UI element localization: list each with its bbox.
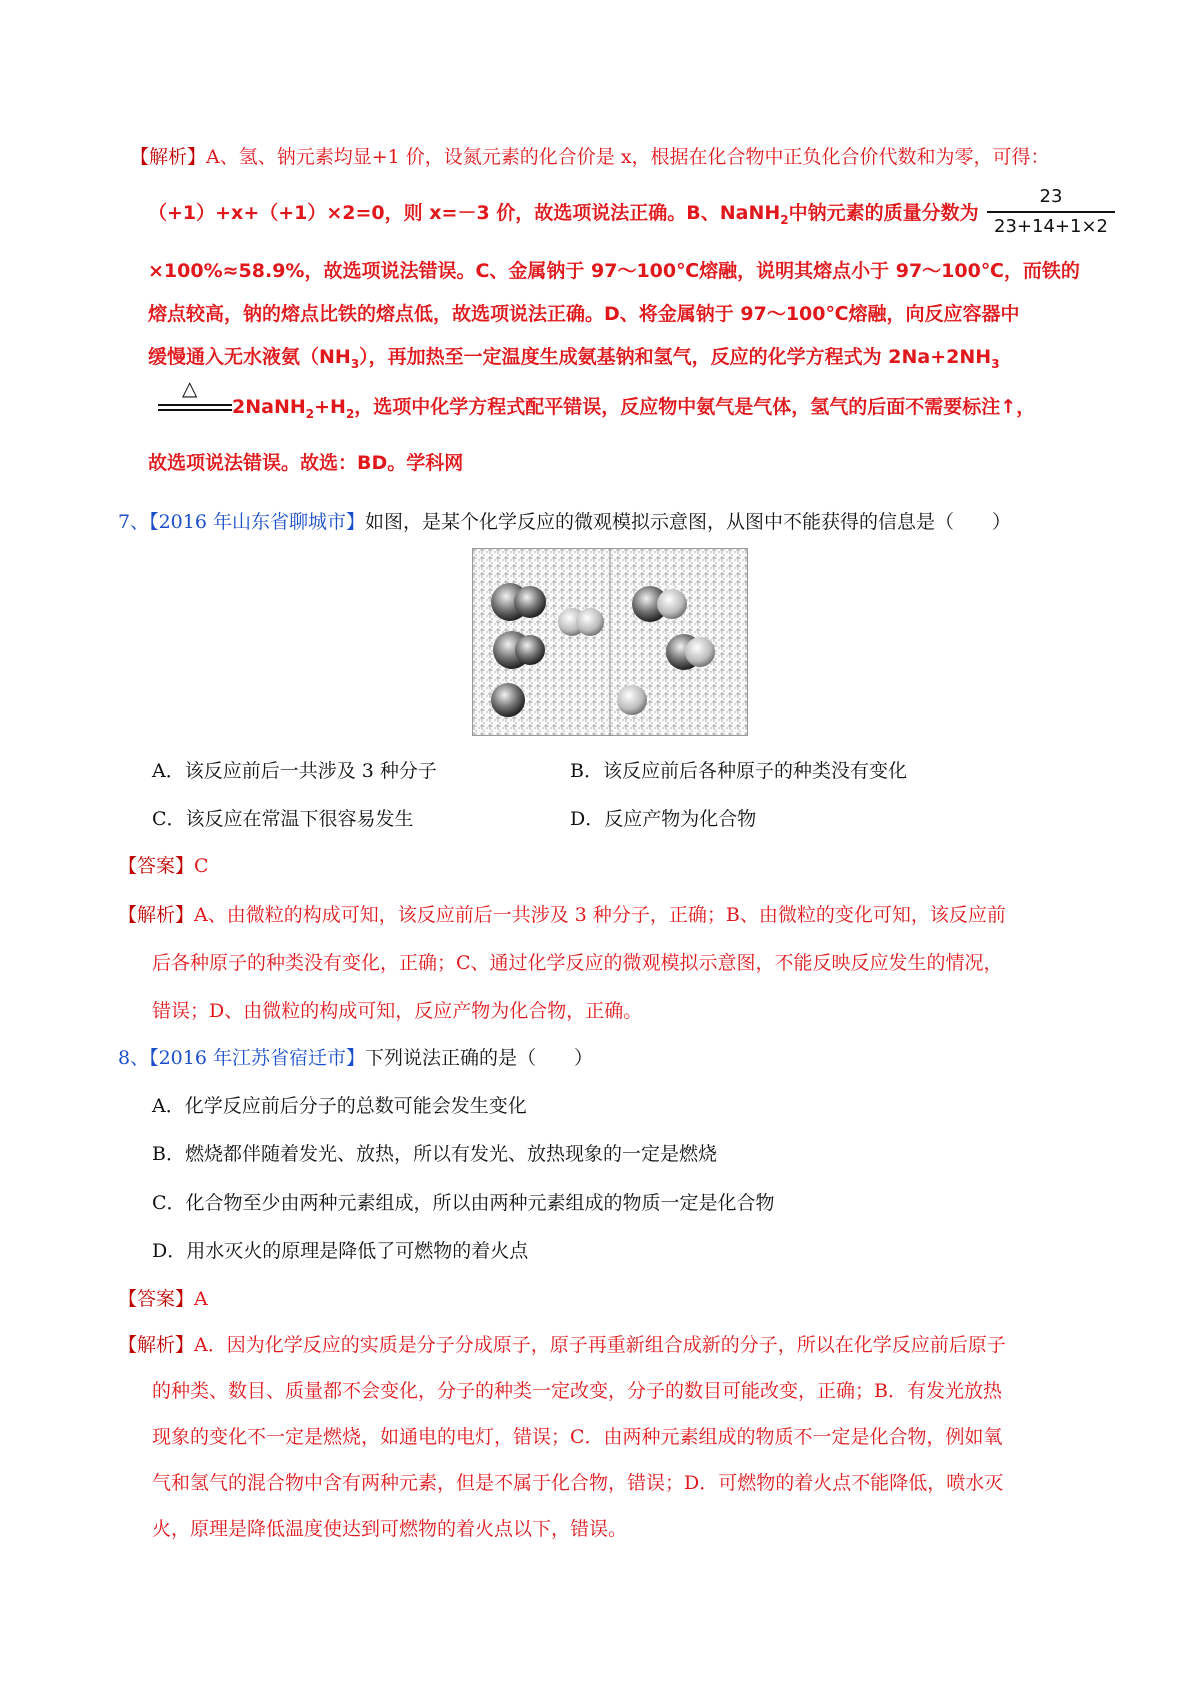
q8-option-c: C．化合物至少由两种元素组成，所以由两种元素组成的物质一定是化合物 <box>152 1192 775 1214</box>
dark-atom <box>514 586 546 618</box>
answer-tag: 【答案】 <box>118 1288 195 1310</box>
answer-value: A <box>194 1288 208 1310</box>
q8-analysis-line-5: 火，原理是降低温度使达到可燃物的着火点以下，错误。 <box>152 1518 628 1540</box>
fraction-numerator: 23 <box>1039 186 1063 207</box>
answer-tag: 【答案】 <box>118 855 195 877</box>
q7-stem <box>118 508 1011 536</box>
q8-option-b: B．燃烧都伴随着发光、放热，所以有发光、放热现象的一定是燃烧 <box>152 1143 717 1165</box>
delta-symbol: △ <box>182 376 198 400</box>
analysis-tag: 【解析】 <box>130 146 207 168</box>
q8-answer <box>118 1285 208 1313</box>
q8-analysis-line-3: 现象的变化不一定是燃烧，如通电的电灯，错误；C．由两种元素组成的物质不一定是化合物，例如氧 <box>152 1426 1003 1448</box>
light-atom <box>657 589 687 619</box>
q6-analysis-line-3: ×100%≈58.9%，故选项说法错误。C、金属钠于 97～100℃熔融，说明其熔点小于 97～100℃，而铁的 <box>148 260 1080 282</box>
q8-analysis-line-4: 气和氢气的混合物中含有两种元素，但是不属于化合物，错误；D．可燃物的着火点不能降低，喷水灭 <box>152 1472 1004 1494</box>
q6-analysis-line-5: 缓慢通入无水液氨$(NH_3)$，再加热至一定温度生成氨基钠和氢气，反应的化学方程式为 $2Na+2NH_3$ <box>148 346 1000 371</box>
q7-analysis-line-3: 错误；D、由微粒的构成可知，反应产物为化合物，正确。 <box>152 1000 643 1022</box>
q8-analysis-line-1: 【解析】A．因为化学反应的实质是分子分成原子，原子再重新组合成新的分子，所以在化学反应前后原子 <box>118 1334 1006 1356</box>
fraction-bar <box>987 211 1115 213</box>
q7-answer <box>118 852 209 880</box>
q6-analysis-line-2: （+1）+x+（+1）×2=0，则 x=－3 价，故选项说法正确。B、NaNH$_2$中钠元素的质量分数为 <box>148 202 979 227</box>
q6-analysis-line-4: 熔点较高，钠的熔点比铁的熔点低，故选项说法正确。D、将金属钠于 97～100℃熔融，向反应容器中 <box>148 303 1020 325</box>
answer-value: C <box>194 855 209 877</box>
q7-analysis-line-1: 【解析】A、由微粒的构成可知，该反应前后一共涉及 3 种分子，正确；B、由微粒的变化可知，该反应前 <box>118 904 1006 926</box>
reaction-micro-model-figure <box>472 548 748 736</box>
condition-bar-bottom <box>158 409 232 411</box>
q7-analysis-line-2: 后各种原子的种类没有变化，正确；C、通过化学反应的微观模拟示意图，不能反映反应发生的情况， <box>152 952 1003 974</box>
light-atom <box>576 608 604 636</box>
q8-option-a: A．化学反应前后分子的总数可能会发生变化 <box>152 1095 527 1117</box>
q8-analysis-line-2: 的种类、数目、质量都不会变化，分子的种类一定改变，分子的数目可能改变，正确；B．有发光放热 <box>152 1380 1002 1402</box>
fraction-denominator: 23+14+1×2 <box>994 216 1108 237</box>
light-atom <box>685 637 715 667</box>
q6-analysis-line-6: $2NaNH_2+H_2$，选项中化学方程式配平错误，反应物中氨气是气体，氢气的后面不需要标注↑， <box>232 396 1036 421</box>
legend-dark-atom <box>491 683 525 717</box>
condition-bar-top <box>158 404 232 406</box>
q7-option-d: D．反应产物为化合物 <box>570 808 757 830</box>
analysis-tag: 【解析】 <box>118 904 195 926</box>
q7-source: 【2016 年山东省聊城市】 <box>149 511 365 533</box>
mass-fraction <box>987 185 1115 239</box>
q8-question: 下列说法正确的是（ ） <box>365 1047 594 1069</box>
q8-option-d: D．用水灭火的原理是降低了可燃物的着火点 <box>152 1240 529 1262</box>
q7-option-b: B．该反应前后各种原子的种类没有变化 <box>570 760 907 782</box>
q7-question: 如图，是某个化学反应的微观模拟示意图，从图中不能获得的信息是（ ） <box>365 511 1012 533</box>
q6-analysis-line-7: 故选项说法错误。故选：BD。学科网 <box>148 452 464 474</box>
q7-option-a: A．该反应前后一共涉及 3 种分子 <box>152 760 437 782</box>
analysis-tag: 【解析】 <box>118 1334 195 1356</box>
q6-analysis-line-1: 【解析】A、氢、钠元素均显+1 价，设氮元素的化合价是 x，根据在化合物中正负化合价代数和为零，可得： <box>130 146 1050 168</box>
q8-number: 8、 <box>118 1047 150 1069</box>
q7-number: 7、 <box>118 511 150 533</box>
dark-atom <box>515 635 545 665</box>
q8-source: 【2016 年江苏省宿迁市】 <box>149 1047 365 1069</box>
q8-stem <box>118 1044 593 1072</box>
heating-condition <box>158 378 232 412</box>
legend-light-atom <box>617 685 647 715</box>
q7-option-c: C．该反应在常温下很容易发生 <box>152 808 414 830</box>
